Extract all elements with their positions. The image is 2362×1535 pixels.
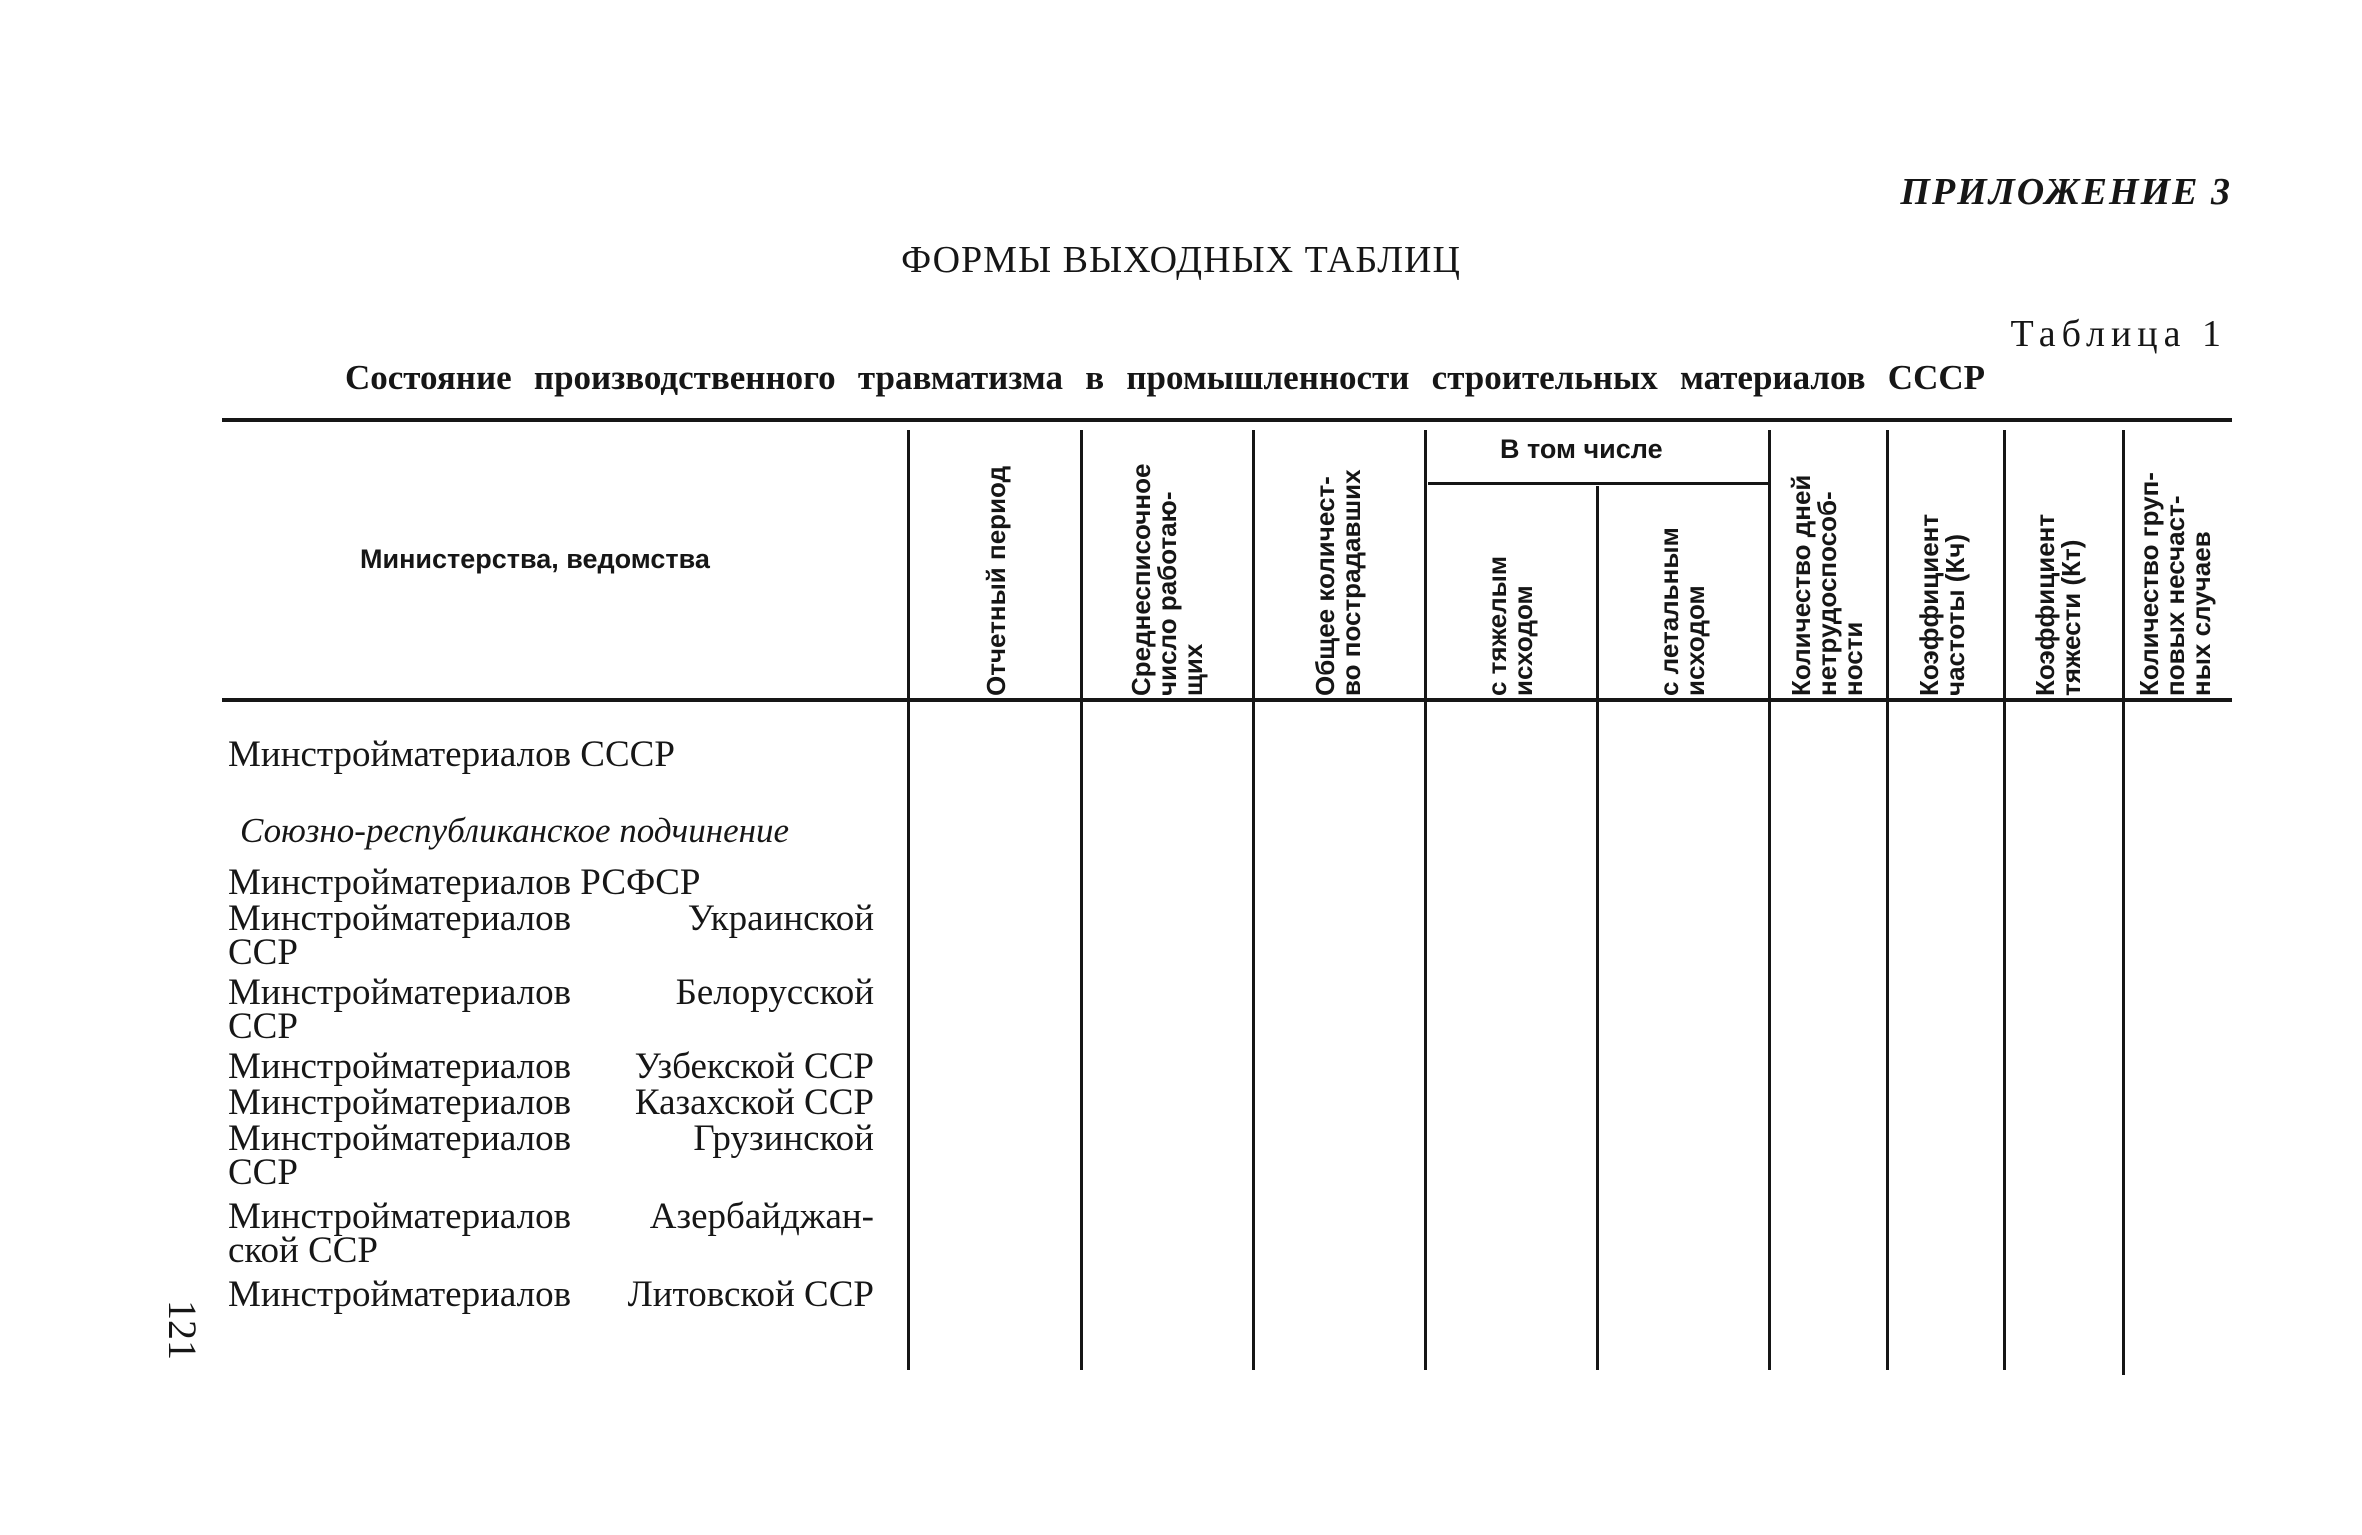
table-row-continuation: ской ССР <box>228 1230 379 1271</box>
table-row-continuation: ССР <box>228 932 298 973</box>
table-row <box>228 972 874 1013</box>
column-header-group-accidents: Количество груп- повых несчаст- ных случаев <box>2134 472 2216 696</box>
ministries-column-header: Министерства, ведомства <box>360 544 710 574</box>
table-row <box>228 1196 874 1237</box>
section-title: ФОРМЫ ВЫХОДНЫХ ТАБЛИЦ <box>901 239 1461 281</box>
row-text: Минстройматериалов <box>228 1082 572 1123</box>
column-header-severity-coefficient: Коэффициент тяжести (Кт) <box>2030 513 2086 696</box>
group-column-header: В том числе <box>1500 434 1663 464</box>
group-header-rule <box>1428 482 1770 485</box>
table-row-continuation: ССР <box>228 1152 298 1193</box>
column-divider <box>2122 430 2125 1375</box>
row-text: Минстройматериалов <box>228 972 572 1013</box>
row-text: Украинской <box>687 898 874 939</box>
column-divider <box>1424 430 1427 1370</box>
column-header-avg-workers: Среднесписочное число работаю- щих <box>1126 463 1208 696</box>
table-row-continuation: ССР <box>228 1006 298 1047</box>
page-number: 121 <box>160 1300 205 1360</box>
column-divider <box>1080 430 1083 1370</box>
row-text: Минстройматериалов <box>228 1196 572 1237</box>
column-divider <box>1886 430 1889 1370</box>
column-header-frequency-coefficient: Коэффициент частоты (Кч) <box>1914 513 1970 696</box>
table-row: Минстройматериалов РСФСР <box>228 862 701 903</box>
row-text: Узбекской ССР <box>634 1046 874 1087</box>
column-divider <box>1252 430 1255 1370</box>
appendix-label: ПРИЛОЖЕНИЕ 3 <box>1900 171 2232 213</box>
column-header-period: Отчетный период <box>981 465 1011 696</box>
column-header-severe: с тяжелым исходом <box>1482 555 1538 696</box>
table-row: Минстройматериалов СССР <box>228 734 675 775</box>
column-divider <box>1768 430 1771 1370</box>
column-header-disability-days: Количество дней нетрудоспособ- ности <box>1786 474 1868 696</box>
table-number: Таблица 1 <box>2010 313 2227 355</box>
row-text: Минстройматериалов <box>228 1274 572 1315</box>
row-text: Казахской ССР <box>634 1082 874 1123</box>
column-header-total-injured: Общее количест- во пострадавших <box>1310 469 1366 696</box>
column-divider <box>1596 486 1599 1370</box>
table-row <box>228 898 874 939</box>
subgroup-heading: Союзно-республиканское подчинение <box>240 811 790 850</box>
row-text: Литовской ССР <box>627 1274 874 1315</box>
row-text: Белорусской <box>675 972 874 1013</box>
table-row <box>228 1046 874 1087</box>
row-text: Минстройматериалов <box>228 1046 572 1087</box>
column-divider <box>907 430 910 1370</box>
header-bottom-rule <box>222 698 2232 702</box>
column-divider <box>2003 430 2006 1370</box>
row-text: Грузинской <box>693 1118 874 1159</box>
row-text: Азербайджан- <box>649 1196 874 1237</box>
table-row <box>228 1082 874 1123</box>
row-text: Минстройматериалов <box>228 1118 572 1159</box>
row-text: Минстройматериалов <box>228 898 572 939</box>
table-caption: Состояние производственного травматизма в промышленности строительных материалов СССР <box>345 358 1985 397</box>
table-row <box>228 1118 874 1159</box>
table-top-rule <box>222 418 2232 422</box>
table-row <box>228 1274 874 1315</box>
column-header-fatal: с летальным исходом <box>1654 527 1710 696</box>
